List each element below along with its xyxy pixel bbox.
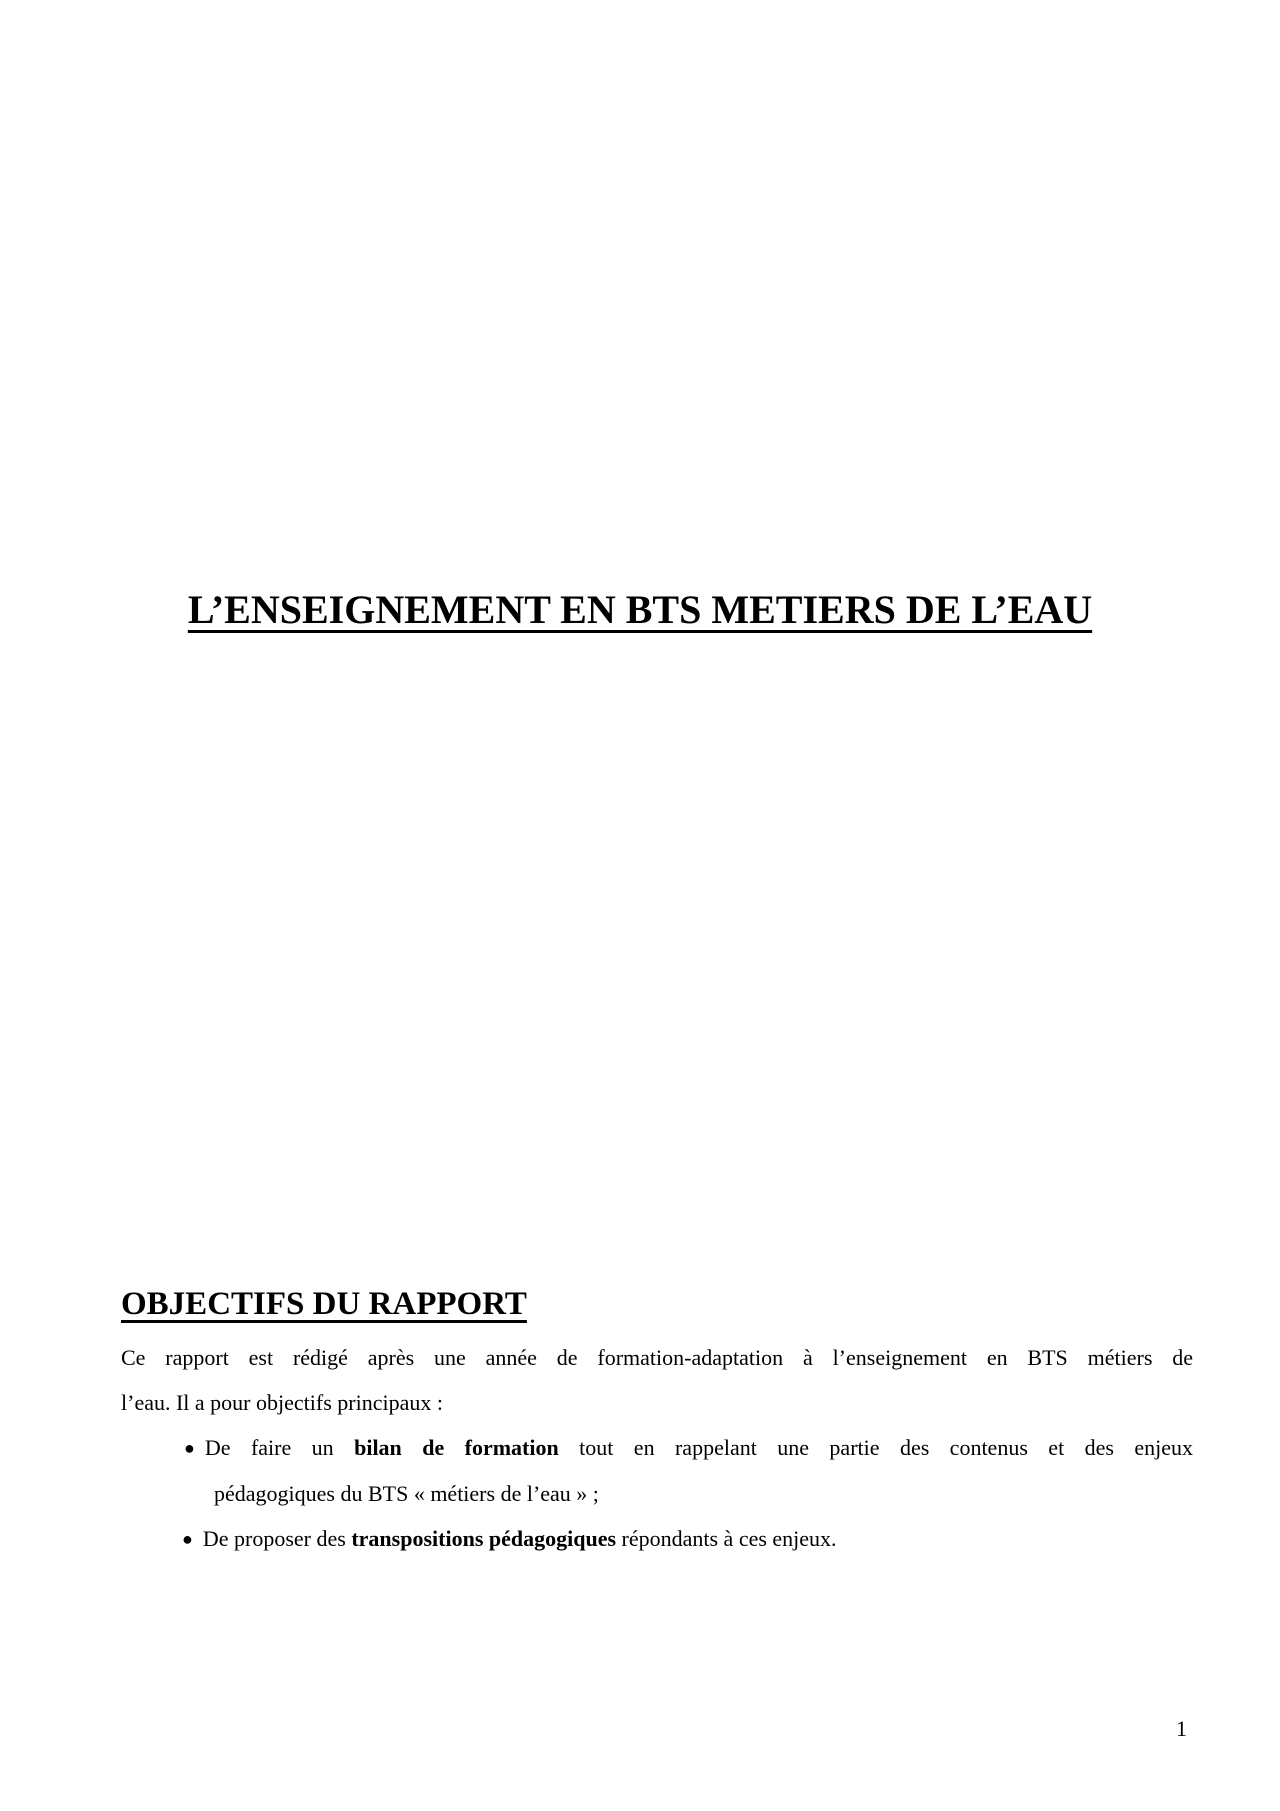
list-item <box>182 1516 1193 1562</box>
bullet-icon: ● <box>184 1438 195 1458</box>
objectives-list <box>0 1425 1280 1562</box>
bullet-text-after: tout en rappelant une partie des contenus et des enjeux <box>558 1435 1193 1460</box>
intro-paragraph <box>121 1335 1193 1425</box>
list-item-line-1 <box>184 1425 1193 1471</box>
bullet-bold-text: bilan de formation <box>354 1435 559 1460</box>
bullet-bold-text: transpositions pédagogiques <box>351 1526 617 1551</box>
document-title <box>0 586 1280 634</box>
document-title-text: L’ENSEIGNEMENT EN BTS METIERS DE L’EAU <box>187 587 1093 632</box>
intro-line-1: Ce rapport est rédigé après une année de formation-adaptation à l’enseignement en BTS métiers de <box>121 1345 1193 1370</box>
bullet-text-before: De faire un <box>204 1435 355 1460</box>
page-number: 1 <box>1176 1716 1187 1741</box>
list-item-line-2: pédagogiques du BTS « métiers de l’eau » ; <box>214 1481 599 1506</box>
bullet-text-before: De proposer des <box>202 1526 352 1551</box>
section-heading-text: OBJECTIFS DU RAPPORT <box>121 1286 527 1322</box>
bullet-icon: ● <box>182 1529 193 1549</box>
list-item <box>184 1425 1193 1516</box>
section-heading <box>121 1284 527 1324</box>
bullet-text-after: répondants à ces enjeux. <box>616 1526 837 1551</box>
intro-line-2: l’eau. Il a pour objectifs principaux : <box>121 1390 443 1415</box>
